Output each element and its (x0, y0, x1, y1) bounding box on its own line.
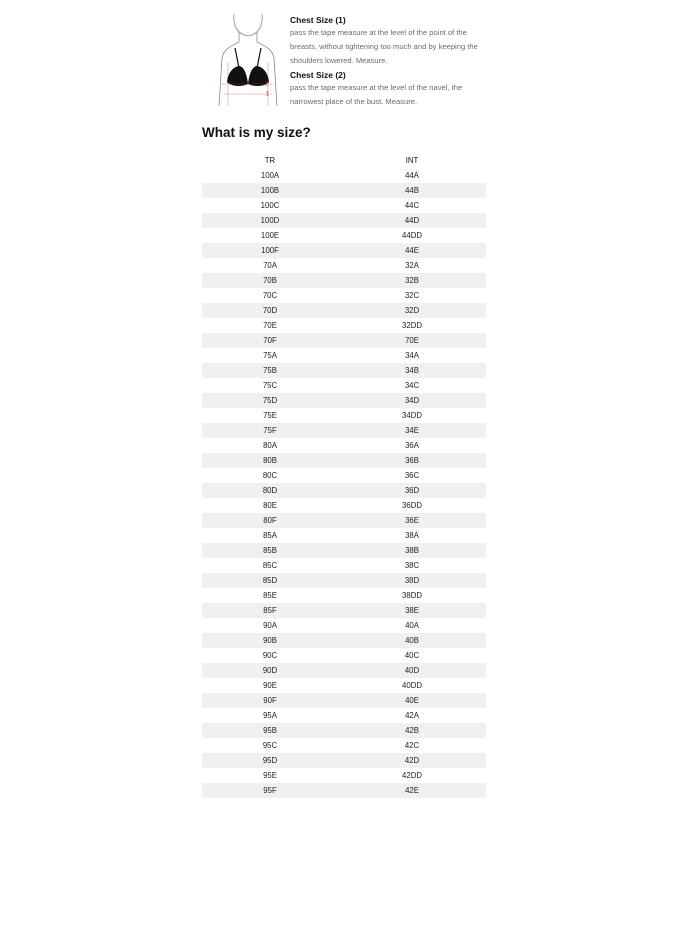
cell-int-size: 38A (405, 531, 419, 540)
cell-tr-size: 75E (263, 411, 277, 420)
cell-int-size: 40E (338, 693, 486, 708)
cell-int-size: 40B (338, 633, 486, 648)
cell-tr-size: 100A (260, 171, 280, 180)
cell-int-size: 32C (404, 291, 420, 300)
column-header-int: INT (405, 156, 419, 165)
table-row (202, 633, 486, 648)
cell-int-size: 34D (338, 393, 486, 408)
cell-int-size: 32D (338, 303, 486, 318)
table-row (202, 708, 486, 723)
column-header-tr: TR (264, 156, 276, 165)
cell-int-size: 38C (404, 561, 420, 570)
table-row (202, 168, 486, 183)
table-row (202, 408, 486, 423)
table-body (202, 168, 486, 798)
cell-tr-size: 90C (262, 651, 278, 660)
table-row (202, 738, 486, 753)
cell-int-size: 42DD (402, 771, 422, 780)
measurement-guide (212, 12, 492, 112)
cell-tr-size: 95F (202, 783, 338, 798)
table-row (202, 558, 486, 573)
chest-size-1-description: pass the tape measure at the level of the point of the breasts, without tightening too much and by keeping the shoulders lowered. Measure. (290, 28, 478, 65)
table-row (202, 468, 486, 483)
table-row (202, 753, 486, 768)
cell-int-size: 42D (338, 753, 486, 768)
table-row (202, 603, 486, 618)
cell-int-size: 36DD (402, 501, 422, 510)
table-row (202, 438, 486, 453)
table-row (202, 543, 486, 558)
cell-tr-size: 90B (202, 633, 338, 648)
cell-int-size: 38D (338, 573, 486, 588)
cell-int-size: 44D (338, 213, 486, 228)
table-row (202, 273, 486, 288)
cell-int-size: 44C (404, 201, 420, 210)
cell-int-size: 40A (405, 621, 419, 630)
table-header-row (202, 153, 486, 168)
cell-int-size: 42C (404, 741, 420, 750)
measurement-marker-1: 1 (265, 91, 269, 98)
table-row (202, 723, 486, 738)
chest-size-2-heading: Chest Size (2) (290, 70, 346, 80)
table-row (202, 213, 486, 228)
table-row (202, 513, 486, 528)
table-row (202, 618, 486, 633)
table-row (202, 393, 486, 408)
cell-int-size: 42B (338, 723, 486, 738)
cell-int-size: 32B (338, 273, 486, 288)
cell-tr-size: 100B (202, 183, 338, 198)
table-row (202, 423, 486, 438)
cell-int-size: 44A (405, 171, 419, 180)
cell-tr-size: 90E (263, 681, 277, 690)
cell-int-size: 44B (338, 183, 486, 198)
table-row (202, 288, 486, 303)
cell-int-size: 34DD (402, 411, 422, 420)
cell-int-size: 38B (338, 543, 486, 558)
cell-tr-size: 80D (202, 483, 338, 498)
cell-tr-size: 70C (262, 291, 278, 300)
table-row (202, 378, 486, 393)
cell-int-size: 32DD (402, 321, 422, 330)
table-row (202, 693, 486, 708)
table-row (202, 303, 486, 318)
cell-int-size: 38DD (402, 591, 422, 600)
measurement-instructions (290, 14, 495, 110)
cell-tr-size: 75B (202, 363, 338, 378)
cell-int-size: 34A (405, 351, 419, 360)
cell-tr-size: 100D (202, 213, 338, 228)
chest-size-1-heading: Chest Size (1) (290, 15, 346, 25)
cell-tr-size: 80E (263, 501, 277, 510)
cell-tr-size: 80F (202, 513, 338, 528)
cell-tr-size: 70F (202, 333, 338, 348)
table-row (202, 333, 486, 348)
cell-int-size: 36E (338, 513, 486, 528)
table-row (202, 528, 486, 543)
cell-int-size: 36A (405, 441, 419, 450)
cell-tr-size: 95E (263, 771, 277, 780)
table-row (202, 363, 486, 378)
table-row (202, 648, 486, 663)
cell-int-size: 34B (338, 363, 486, 378)
cell-int-size: 44E (338, 243, 486, 258)
table-row (202, 183, 486, 198)
cell-int-size: 40DD (402, 681, 422, 690)
cell-tr-size: 100C (260, 201, 280, 210)
table-row (202, 678, 486, 693)
cell-int-size: 40D (338, 663, 486, 678)
table-row (202, 783, 486, 798)
cell-int-size: 34C (404, 381, 420, 390)
cell-tr-size: 75A (263, 351, 277, 360)
cell-tr-size: 70B (202, 273, 338, 288)
size-conversion-table (202, 153, 486, 798)
cell-tr-size: 95B (202, 723, 338, 738)
table-row (202, 768, 486, 783)
cell-tr-size: 70A (263, 261, 277, 270)
cell-tr-size: 100E (260, 231, 280, 240)
cell-tr-size: 85A (263, 531, 277, 540)
table-row (202, 243, 486, 258)
cell-tr-size: 85D (202, 573, 338, 588)
cell-tr-size: 75D (202, 393, 338, 408)
table-row (202, 348, 486, 363)
cell-tr-size: 90F (202, 693, 338, 708)
cell-tr-size: 85C (262, 561, 278, 570)
table-row (202, 198, 486, 213)
cell-int-size: 36C (404, 471, 420, 480)
cell-tr-size: 85E (263, 591, 277, 600)
cell-int-size: 70E (338, 333, 486, 348)
table-row (202, 483, 486, 498)
cell-tr-size: 80A (263, 441, 277, 450)
cell-int-size: 38E (338, 603, 486, 618)
table-row (202, 573, 486, 588)
cell-tr-size: 90A (263, 621, 277, 630)
cell-int-size: 42E (338, 783, 486, 798)
cell-tr-size: 95C (262, 741, 278, 750)
cell-int-size: 32A (405, 261, 419, 270)
cell-tr-size: 70E (263, 321, 277, 330)
cell-tr-size: 95A (263, 711, 277, 720)
table-row (202, 498, 486, 513)
cell-tr-size: 85F (202, 603, 338, 618)
cell-tr-size: 80C (262, 471, 278, 480)
cell-tr-size: 95D (202, 753, 338, 768)
cell-int-size: 40C (404, 651, 420, 660)
cell-tr-size: 85B (202, 543, 338, 558)
cell-int-size: 36B (338, 453, 486, 468)
section-title: What is my size? (202, 125, 311, 140)
chest-size-2-description: pass the tape measure at the level of the navel, the narrowest place of the bust. Measure. (290, 83, 463, 106)
cell-tr-size: 70D (202, 303, 338, 318)
cell-tr-size: 75F (202, 423, 338, 438)
cell-int-size: 42A (405, 711, 419, 720)
cell-tr-size: 90D (202, 663, 338, 678)
table-row (202, 588, 486, 603)
cell-tr-size: 100F (202, 243, 338, 258)
cell-int-size: 34E (338, 423, 486, 438)
table-row (202, 228, 486, 243)
cell-int-size: 36D (338, 483, 486, 498)
cell-tr-size: 75C (262, 381, 278, 390)
cell-tr-size: 80B (202, 453, 338, 468)
table-row (202, 663, 486, 678)
table-row (202, 318, 486, 333)
cell-int-size: 44DD (402, 231, 422, 240)
table-row (202, 453, 486, 468)
table-row (202, 258, 486, 273)
bust-figure-illustration (212, 12, 284, 112)
measurement-marker-2: 2 (265, 81, 269, 88)
